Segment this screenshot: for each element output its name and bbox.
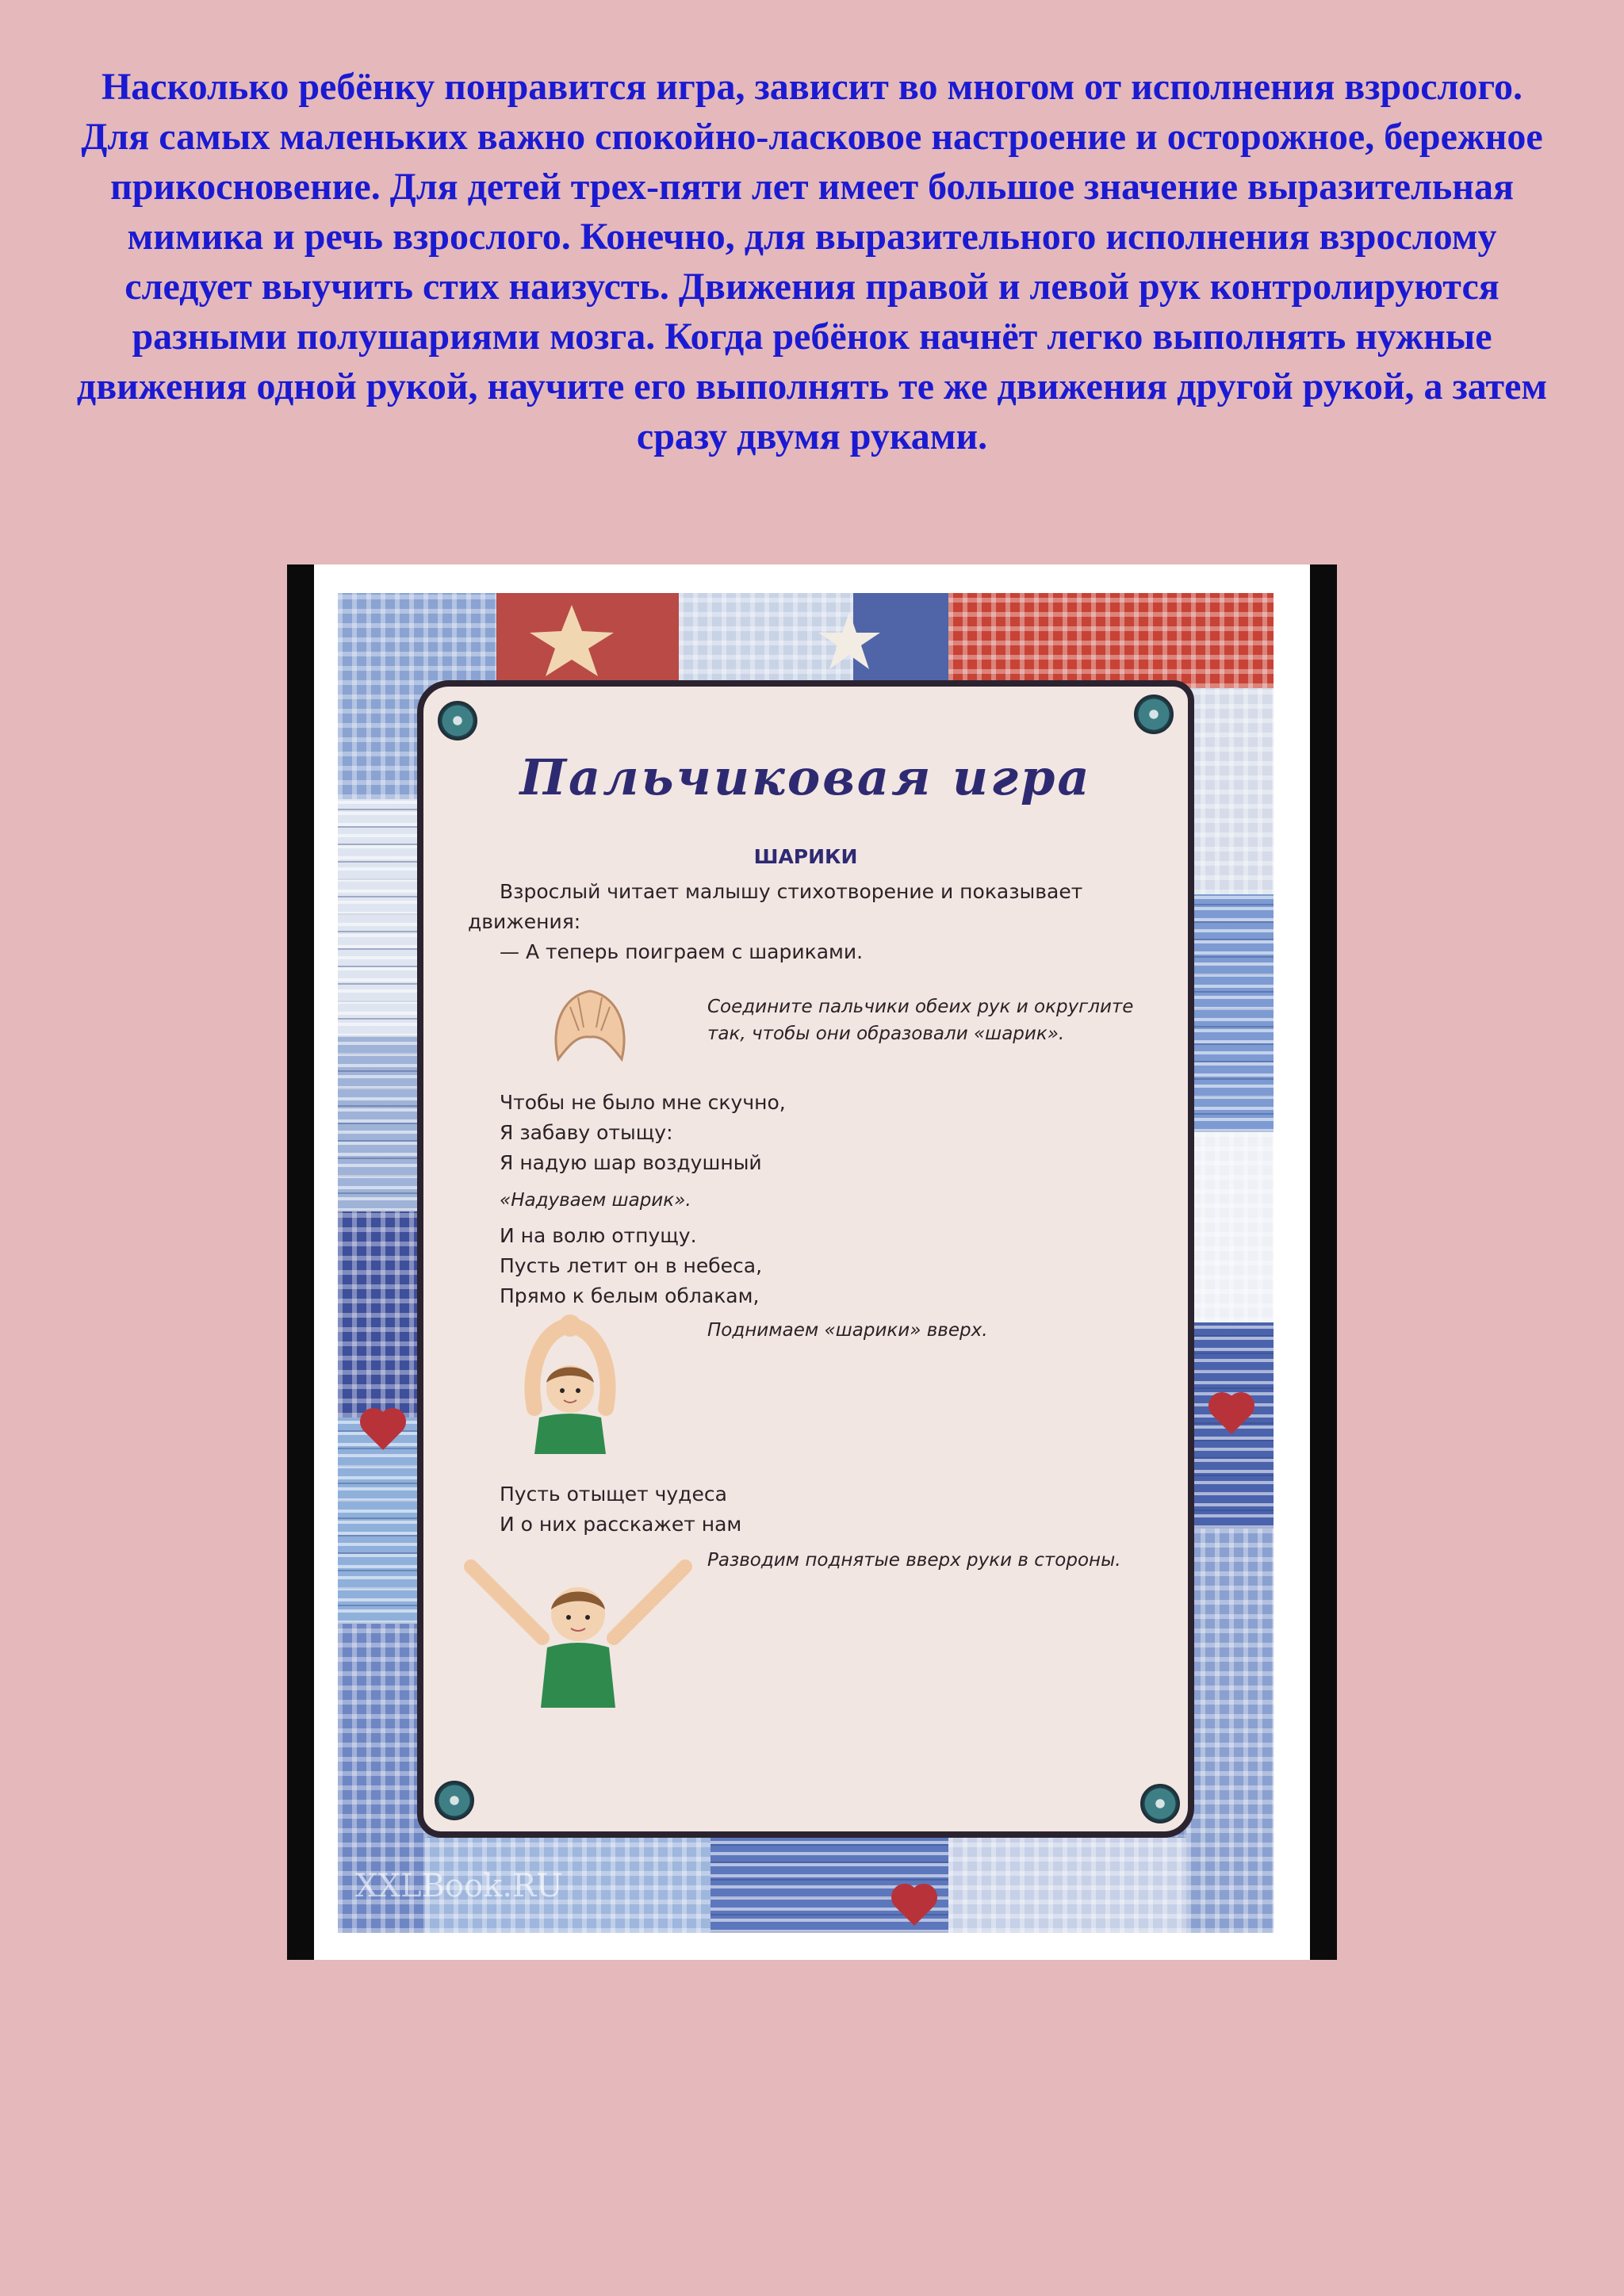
- child-hands-up-illustration: [503, 1313, 638, 1456]
- child-arms-spread-illustration: [455, 1551, 701, 1709]
- star-icon: [520, 601, 623, 680]
- paper-panel: [417, 680, 1194, 1838]
- intro-line: Взрослый читает малышу стихотворение и показывает: [500, 880, 1083, 903]
- watermark: XXLBook.RU: [355, 1868, 563, 1904]
- verse-line: Я забаву отыщу:: [500, 1121, 673, 1144]
- verse-line: И о них расскажет нам: [500, 1513, 742, 1536]
- quilt-border: [338, 593, 1274, 1933]
- intro-line: — А теперь поиграем с шариками.: [500, 940, 864, 963]
- intro-line: движения:: [468, 910, 581, 933]
- instruction-text: «Надуваем шарик».: [500, 1190, 691, 1211]
- button-icon: [435, 1781, 474, 1820]
- intro-paragraph: Насколько ребёнку понравится игра, зависит во многом от исполнения взрослого. Для самых маленьких важно спокойно-ласковое настроение и осторожное, бережное прикосновение. Для детей трех-пяти лет имеет большое значение выразительная мимика и речь взрослого. Конечно, для выразительного исполнения взрослому следует выучить стих наизусть. Движения правой и левой рук контролируются разными полушариями мозга. Когда ребёнок начнёт легко выполнять нужные движения одной рукой, научите его выполнять те же движения другой рукой, а затем сразу двумя руками.: [76, 66, 1548, 457]
- verse-line: И на волю отпущу.: [500, 1224, 697, 1247]
- verse-line: Прямо к белым облакам,: [500, 1284, 760, 1307]
- book-title: Пальчиковая игра: [519, 748, 1092, 806]
- book-subtitle: ШАРИКИ: [753, 845, 858, 868]
- instruction-text: Поднимаем «шарики» вверх.: [707, 1320, 988, 1341]
- star-icon: [814, 609, 885, 672]
- button-icon: [1134, 695, 1174, 734]
- instruction-text: Соедините пальчики обеих рук и округлите: [707, 997, 1134, 1017]
- verse-line: Я надую шар воздушный: [500, 1151, 762, 1174]
- instruction-text: так, чтобы они образовали «шарик».: [707, 1024, 1065, 1044]
- hands-illustration: [542, 980, 638, 1067]
- verse-line: Пусть летит он в небеса,: [500, 1254, 763, 1277]
- button-icon: [438, 701, 477, 740]
- button-icon: [1140, 1784, 1180, 1823]
- book-page-image: [287, 564, 1337, 1960]
- verse-line: Чтобы не было мне скучно,: [500, 1091, 786, 1114]
- verse-line: Пусть отыщет чудеса: [500, 1483, 727, 1506]
- instruction-text: Разводим поднятые вверх руки в стороны.: [707, 1550, 1121, 1571]
